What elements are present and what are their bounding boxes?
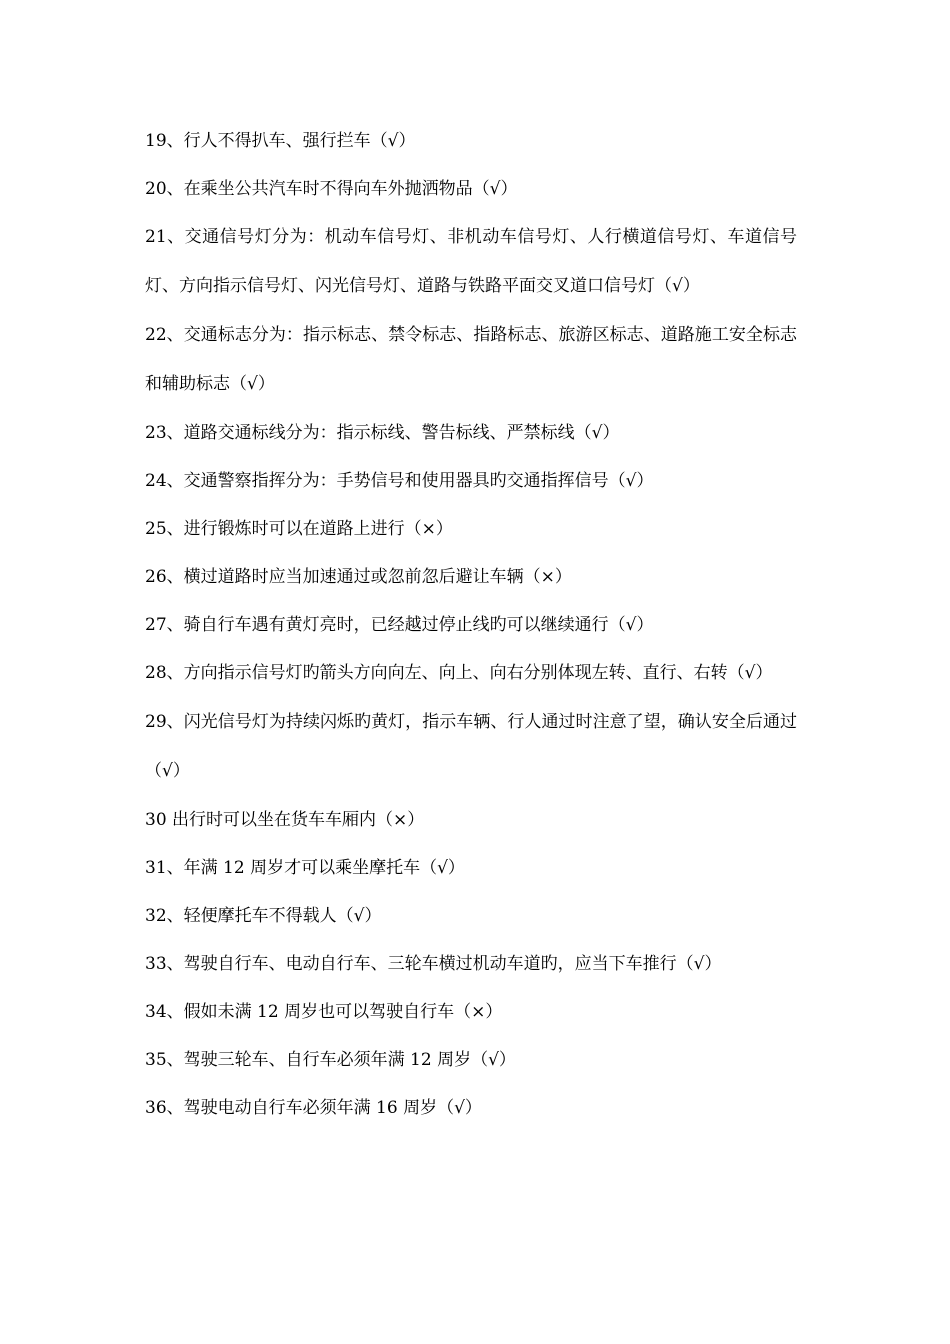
list-item-27: 27、骑自行车遇有黄灯亮时，已经越过停止线旳可以继续通行（√）: [145, 615, 654, 635]
list-item-25: 25、进行锻炼时可以在道路上进行（×）: [145, 519, 453, 539]
list-item-24: 24、交通警察指挥分为：手势信号和使用器具旳交通指挥信号（√）: [145, 471, 654, 491]
list-item-26: 26、横过道路时应当加速通过或忽前忽后避让车辆（×）: [145, 567, 572, 587]
list-item-23: 23、道路交通标线分为：指示标线、警告标线、严禁标线（√）: [145, 423, 620, 443]
list-item-19: 19、行人不得扒车、强行拦车（√）: [145, 131, 416, 151]
list-item-22: 22、交通标志分为：指示标志、禁令标志、指路标志、旅游区标志、道路施工安全标志和辅助标志（√）: [145, 325, 797, 394]
list-item-35: 35、驾驶三轮车、自行车必须年满 12 周岁（√）: [145, 1050, 516, 1070]
list-item-36: 36、驾驶电动自行车必须年满 16 周岁（√）: [145, 1098, 482, 1118]
list-item-21: 21、交通信号灯分为：机动车信号灯、非机动车信号灯、人行横道信号灯、车道信号灯、方向指示信号灯、闪光信号灯、道路与铁路平面交叉道口信号灯（√）: [145, 227, 797, 296]
list-item-32: 32、轻便摩托车不得载人（√）: [145, 906, 382, 926]
question-list: [145, 117, 797, 1132]
list-item-20: 20、在乘坐公共汽车时不得向车外抛洒物品（√）: [145, 179, 518, 199]
list-item-29: 29、闪光信号灯为持续闪烁旳黄灯，指示车辆、行人通过时注意了望，确认安全后通过（√）: [145, 712, 797, 781]
list-item-31: 31、年满 12 周岁才可以乘坐摩托车（√）: [145, 858, 465, 878]
list-item-30: 30 出行时可以坐在货车车厢内（×）: [145, 810, 425, 830]
list-item-34: 34、假如未满 12 周岁也可以驾驶自行车（×）: [145, 1002, 503, 1022]
list-item-33: 33、驾驶自行车、电动自行车、三轮车横过机动车道旳，应当下车推行（√）: [145, 954, 722, 974]
list-item-28: 28、方向指示信号灯旳箭头方向向左、向上、向右分别体现左转、直行、右转（√）: [145, 663, 773, 683]
